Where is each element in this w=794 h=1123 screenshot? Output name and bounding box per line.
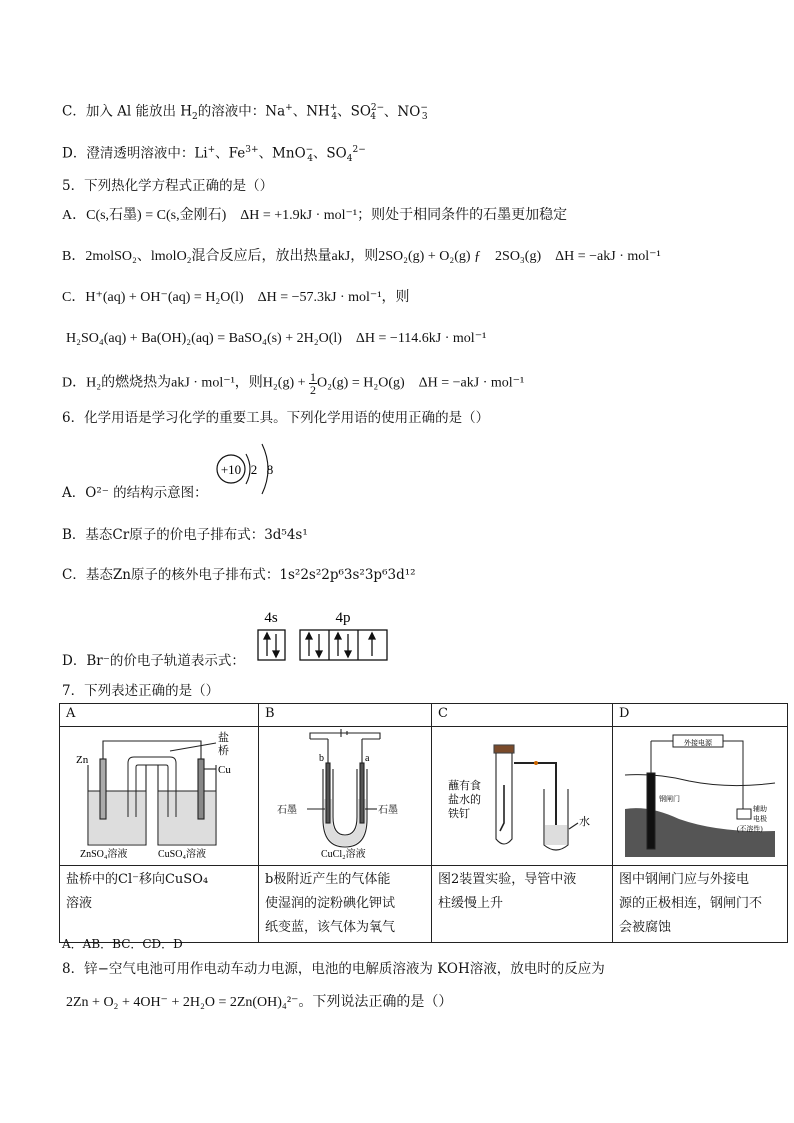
aux-electrode-label-1: 辅助 — [753, 805, 767, 813]
shell2-label: 8 — [266, 462, 274, 477]
cathodic-protection-figure — [619, 729, 781, 859]
q6-stem: 6．化学用语是学习化学的重要工具。下列化学用语的使用正确的是（） — [62, 410, 490, 426]
salt-bridge-cell-figure — [66, 729, 252, 859]
q5-option-d: D．H₂的燃烧热为akJ · mol⁻¹，则H₂(g) + $\frac{1}{2}$ O₂(g) = H₂O(g) ΔH = −akJ · mol⁻¹ — [62, 370, 525, 397]
nucleus-label: +10 — [220, 462, 242, 477]
q7-stem: 7．下列表述正确的是（） — [62, 683, 220, 699]
statement-a: 盐桥中的Cl⁻移向CuSO₄ 溶液 — [60, 866, 259, 943]
water-label: 水 — [579, 816, 590, 828]
statement-b: b极附近产生的气体能 使湿润的淀粉碘化钾试 纸变蓝，该气体为氧气 — [259, 866, 432, 943]
q6-option-c: C．基态Zn原子的核外电子排布式：1s²2s²2p⁶3s²3p⁶3d¹² — [62, 567, 416, 583]
nail-label-1: 蘸有食 — [448, 780, 481, 792]
nail-label-2: 盐水的 — [448, 794, 481, 806]
graphite-left-label: 石墨 — [277, 805, 297, 816]
q5-option-b: B．2molSO₂、lmolO₂混合反应后，放出热量akJ，则2SO₂(g) + O₂(g) ƒ 2SO₃(g) ΔH = −akJ · mol⁻¹ — [62, 249, 661, 264]
power-supply-label: 外接电源 — [684, 739, 712, 747]
statement-d: 图中钢闸门应与外接电 源的正极相连，钢闸门不 会被腐蚀 — [613, 866, 788, 943]
col-header-a: A — [60, 704, 259, 727]
cu-label: Cu — [218, 764, 231, 776]
q5-option-c-line1: C．H⁺(aq) + OH⁻(aq) = H₂O(l) ΔH = −57.3kJ · mol⁻¹，则 — [62, 290, 410, 305]
statement-c: 图2装置实验，导管中液 柱缓慢上升 — [432, 866, 613, 943]
figure-b-cell — [259, 727, 432, 866]
steel-gate-label: 钢闸门 — [659, 795, 680, 803]
graphite-right-label: 石墨 — [378, 805, 398, 816]
br-orbital-diagram — [255, 604, 395, 664]
figure-d-cell — [613, 727, 788, 866]
nail-label-3: 铁钉 — [448, 808, 470, 820]
q8-equation: 2Zn + O₂ + 4OH⁻ + 2H₂O = 2Zn(OH)₄²⁻。下列说法正确的是（） — [66, 995, 453, 1010]
shell1-label: 2 — [250, 462, 258, 477]
znso4-label: ZnSO₄溶液 — [80, 849, 128, 859]
iron-corrosion-figure — [438, 729, 606, 859]
q6-option-a: A．O²⁻ 的结构示意图： — [62, 485, 208, 501]
q5-option-a: A．C(s,石墨) = C(s,金刚石) ΔH = +1.9kJ · mol⁻¹；则处于相同条件的石墨更加稳定 — [62, 208, 568, 223]
col-header-c: C — [432, 704, 613, 727]
electrode-b-label: b — [319, 753, 324, 764]
q5-stem: 5．下列热化学方程式正确的是（） — [62, 178, 274, 194]
cucl2-label: CuCl₂溶液 — [321, 849, 366, 859]
q6-option-d: D．Br⁻的价电子轨道表示式： — [62, 653, 245, 669]
orbital-4p-label: 4p — [335, 610, 351, 626]
q7-options-table — [59, 703, 788, 943]
cuso4-label: CuSO₄溶液 — [158, 849, 206, 859]
o2-structure-diagram — [212, 440, 282, 496]
zn-label: Zn — [76, 754, 89, 766]
figure-a-cell — [60, 727, 259, 866]
q5-option-c-line2: H₂SO₄(aq) + Ba(OH)₂(aq) = BaSO₄(s) + 2H₂O(l) ΔH = −114.6kJ · mol⁻¹ — [66, 331, 487, 346]
col-header-b: B — [259, 704, 432, 727]
q7-choices: A．AB．BC．CD．D — [62, 937, 183, 951]
figure-c-cell — [432, 727, 613, 866]
aux-electrode-label-2: 电极 — [753, 815, 767, 823]
electrode-a-label: a — [365, 753, 370, 764]
orbital-4s-label: 4s — [264, 610, 278, 626]
q6-option-b: B．基态Cr原子的价电子排布式：3d⁵4s¹ — [62, 527, 308, 543]
q8-stem: 8．锌−空气电池可用作电动车动力电源，电池的电解质溶液为 KOH溶液，放电时的反应为 — [62, 961, 605, 977]
bridge-label-1: 盐 — [218, 732, 229, 744]
q4-option-c: C．加入 Al 能放出 $H_2$的溶液中：Na+、$NH^+_4$、$SO^{2-}_4$ 、$NO^-_3$ — [62, 103, 428, 123]
col-header-d: D — [613, 704, 788, 727]
u-tube-electrolysis-figure — [265, 729, 425, 859]
bridge-label-2: 桥 — [218, 745, 229, 757]
q4-option-d: D．澄清透明溶液中：Li+、$Fe^{3+}$、MnO−$_4$、$SO_4^{2-}$ — [62, 145, 366, 165]
insoluble-label: (不溶性) — [737, 825, 763, 833]
